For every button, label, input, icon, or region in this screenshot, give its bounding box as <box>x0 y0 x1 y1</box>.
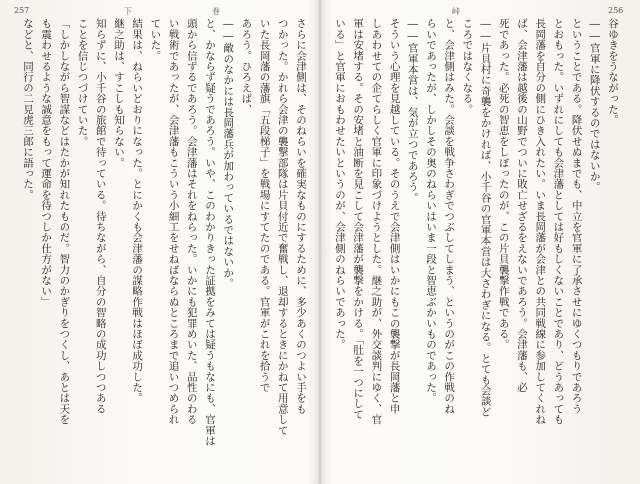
left-line: 知らずに、小千谷の旅館で待っている。待ちながら、自分の智略の成功しつつある <box>94 18 107 414</box>
left-line: も震わせるような誠意をもって運命を待つしか仕方がない」 <box>40 18 53 307</box>
left-line: 「しかしながら智謀などはたかが知れたものだ。智力のかぎりをつくし、あとは天を <box>58 18 71 425</box>
right-line: らいであったが、しかしその奥のねらいはいま一段と智恵ぶかいものであった。 <box>424 18 437 404</box>
right-line: しあわせての企てらしく官軍に印象づけようとした。継之助が、外交談判にゆく、官 <box>370 18 383 425</box>
left-line: と、かならず疑うであろう。いや、このわかりきった証拠をみては疑うもなにも、官軍は <box>203 18 216 446</box>
right-line: 谷ゆきをうながった。 <box>607 18 619 125</box>
right-line: いる」と官軍におもわせたいというのが、会津側のねらいであった。 <box>333 18 346 350</box>
left-line: 頭から信ずるであろう。会津藩はそれをねらった。いかにも犯罪めいた、品性のわる <box>185 18 198 425</box>
right-line: 死であった。必死の智恵をしぼったのが、この片貝襲撃作戦である。 <box>497 18 510 350</box>
left-page-number: 257 <box>14 6 30 15</box>
left-line: 結果は、ねらいどおりになった。とにかくも会津藩の謀略作戦はほぼ成功した。 <box>131 18 144 404</box>
left-line: ――敵のなかには長岡藩兵が加わっているではないか。 <box>222 18 235 289</box>
right-page <box>330 18 622 464</box>
right-line: ば、会津藩は越後の山野でついに敗亡せざるをえないであろう。会津藩も、必 <box>515 18 528 393</box>
book-gutter <box>318 0 322 484</box>
left-line: いた長岡藩の藩旗「五段梯子」を戦場にすてたのである。官軍がこれを拾うで <box>258 18 271 393</box>
right-line: と、会津側はみた。会談を戦争さわぎでつぶしてしまう、というのがこの作戦のね <box>443 18 456 414</box>
right-line: 長岡藩を自分の側にひき入れたい。いま長岡藩が会津との共同戦線に参加してくれね <box>534 18 547 425</box>
right-line: ころではなくなる。 <box>461 18 474 115</box>
right-line: ――官軍に降伏するのではないか。 <box>588 18 601 193</box>
right-page-number: 256 <box>608 6 624 15</box>
left-line: 継之助は、すこしも知らない。 <box>112 18 125 168</box>
left-running-header: 下 <box>124 7 132 16</box>
right-line: とおもった。いずれにしても会津藩としては好もしくないことであり、どうあっても <box>552 18 565 425</box>
left-page <box>18 18 310 464</box>
right-line: 軍は安堵する。その安堵と油断を見こして会津藩が襲撃をかける。「肚を一つにして <box>352 18 365 420</box>
left-line: などと、同行の二見虎三郎に語った。 <box>21 18 34 200</box>
left-page-body <box>18 18 310 464</box>
right-line: そういう心理を見越している。そのうえで会津側はいかにもこの襲撃が長岡藩と申 <box>388 18 401 414</box>
right-page-body <box>330 18 622 464</box>
left-line: ていた。 <box>149 18 162 61</box>
left-line: い戦術であったが、会津藩もこういう小細工をせねばならぬところまで追いつめられ <box>167 18 180 425</box>
right-line: ――官軍本営は、気が立つであろう。 <box>406 18 419 203</box>
right-running-header: 峠 <box>452 7 460 16</box>
left-line: ことを信じつづけていた。 <box>76 18 89 147</box>
right-line: ということである。降伏せぬまでも、中立を官軍に了承させにゆくつもりであろう <box>570 18 583 414</box>
left-line: あろう。ひろえば、 <box>240 18 253 115</box>
left-line: つかった。かれら会津の襲撃部隊は片貝付近で奮戦し、退却するときにかねて用意して <box>276 18 289 436</box>
right-line: ――片貝村に奇襲をかければ、小千谷の官軍本営は大さわぎになる。とても会談ど <box>479 18 492 417</box>
left-line: さらに会津側は、そのねらいを確実なものにするために、多少あくのつよい手をも <box>295 18 307 414</box>
left-running-header-2: 巻 <box>212 7 220 16</box>
